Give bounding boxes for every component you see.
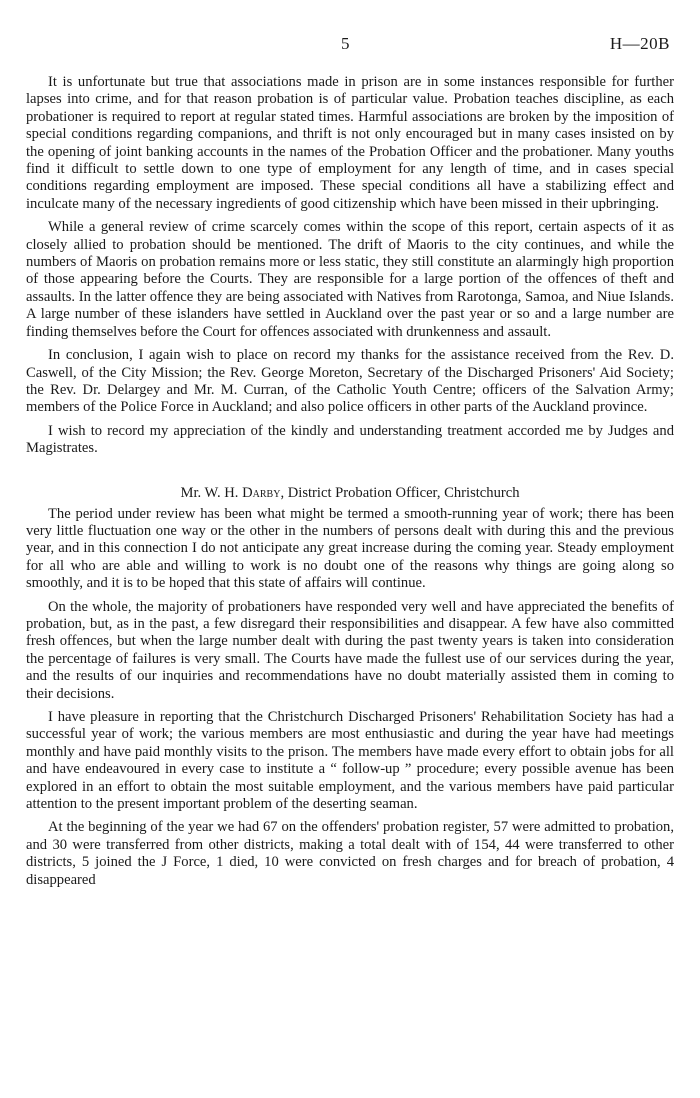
heading-title: , District Probation Officer, Christchurch bbox=[280, 484, 520, 501]
heading-prefix: Mr. W. H. bbox=[180, 484, 239, 501]
paragraph-rehabilitation-society: I have pleasure in reporting that the Christchurch Discharged Prisoners' Rehabilitation Society has had a successful year of work; the various members are most enthusiastic and during the year have had meetings monthly and have paid monthly visits to the prison. The members have made every effort to obtain jobs for all and have endeavoured in every case to institute a “ follow-up ” procedure; every possible avenue has been explored in an effort to obtain the most suitable employment, and the various members have paid particular attention to the present important problem of the deserting seaman. bbox=[26, 709, 674, 813]
page-body bbox=[26, 74, 674, 895]
paragraph-appreciation: I wish to record my appreciation of the kindly and understanding treatment accorded me by Judges and Magistrates. bbox=[26, 422, 674, 457]
paragraph-probationers: On the whole, the majority of probationers have responded very well and have appreciated the benefits of probation, but, as in the past, a few disregard their responsibilities and disappear. A few have also committed fresh offences, but when the large number dealt with during the past twenty years is taken into consideration the percentage of failures is very small. The Courts have made the fullest use of our services during the year, and the results of our inquiries and recommendations have no doubt materially assisted them in coming to their decisions. bbox=[26, 598, 674, 702]
paragraph-conclusion: In conclusion, I again wish to place on record my thanks for the assistance received from the Rev. D. Caswell, of the City Mission; the Rev. George Moreton, Secretary of the Discharged Prisoners' Aid Society; the Rev. Dr. Delargey and Mr. M. Curran, of the Catholic Youth Centre; officers of the Salvation Army; members of the Police Force in Auckland; and also police officers in other parts of the Auckland province. bbox=[26, 347, 674, 416]
heading-name: Darby bbox=[242, 484, 281, 501]
page-header bbox=[0, 34, 700, 58]
paragraph-associations: It is unfortunate but true that associations made in prison are in some instances responsible for further lapses into crime, and for that reason probation is of particular value. Probation teaches discipline, as each probationer is required to report at regular stated times. Harmful associations are broken by the imposition of special conditions regarding companions, and thrift is not only encouraged but in many cases insisted on by the opening of joint banking accounts in the names of the Probation Officer and the probationer. Many youths find it difficult to settle down to one type of employment for any length of time, and in cases special conditions regarding employment are imposed. These special conditions all have a stabilizing effect and inculcate many of the necessary ingredients of good citizenship which have been missed in their upbringing. bbox=[26, 74, 674, 212]
paragraph-crime-review: While a general review of crime scarcely comes within the scope of this report, certain aspects of it as closely allied to probation should be mentioned. The drift of Maoris to the city continues, and while the numbers of Maoris on probation remains more or less static, they still constitute an alarmingly high proportion of those appearing before the Courts. They are responsible for a large portion of the offences of theft and assaults. In the latter offence they are being associated with Natives from Rarotonga, Samoa, and Niue Islands. A large number of these islanders have settled in Auckland over the past year or so and a large number are finding themselves before the Court for offences associated with drunkenness and assault. bbox=[26, 219, 674, 340]
section-heading bbox=[26, 484, 674, 502]
paragraph-register-figures: At the beginning of the year we had 67 on the offenders' probation register, 57 were admitted to probation, and 30 were transferred from other districts, making a total dealt with of 154, 44 were transferred to other districts, 5 joined the J Force, 1 died, 10 were convicted on fresh charges and for breach of probation, 4 disappeared bbox=[26, 819, 674, 888]
page-number: 5 bbox=[341, 34, 350, 53]
paragraph-smooth-year: The period under review has been what might be termed a smooth-running year of work; there has been very little fluctuation one way or the other in the numbers of persons dealt with during this and the previous year, and in this connection I do not anticipate any great increase during the coming year. Steady employment for all who are able and willing to work is no doubt one of the reasons why things are going along so smoothly, and it is to be hoped that this state of affairs will continue. bbox=[26, 505, 674, 592]
document-reference: H—20B bbox=[609, 34, 670, 53]
